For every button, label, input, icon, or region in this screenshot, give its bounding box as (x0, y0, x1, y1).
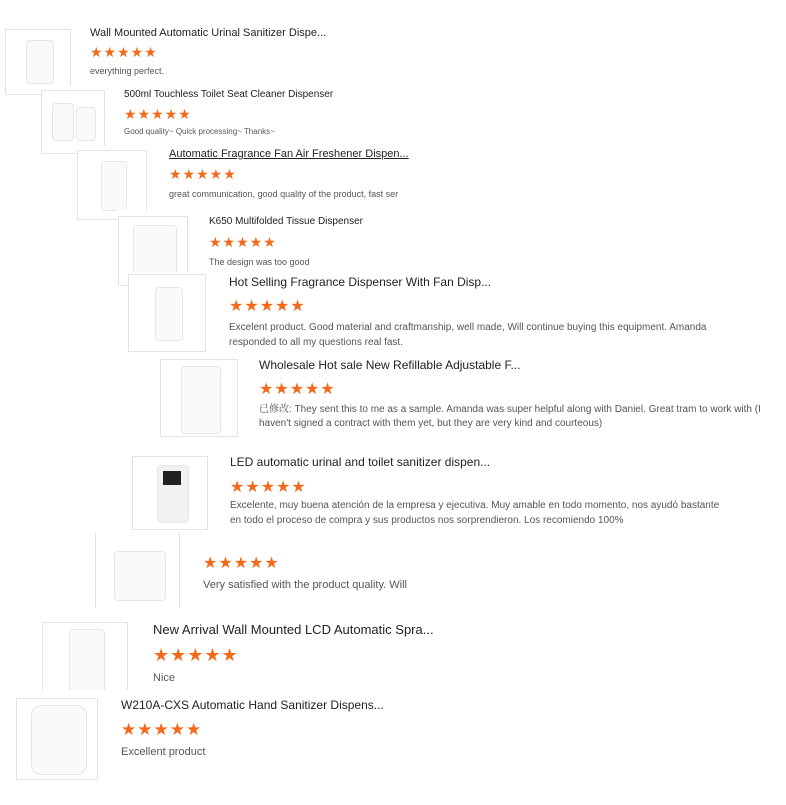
product-title[interactable]: Wall Mounted Automatic Urinal Sanitizer Dispe... (90, 27, 327, 39)
product-title[interactable]: Automatic Fragrance Fan Air Freshener Dispen... (169, 148, 409, 160)
product-title[interactable]: Hot Selling Fragrance Dispenser With Fan Disp... (229, 275, 492, 289)
review-text: great communication, good quality of the product, fast ser (169, 189, 399, 199)
review-text: Very satisfied with the product quality. Will (203, 579, 407, 591)
star-rating: ★★★★★ (169, 166, 237, 182)
product-thumbnail[interactable] (16, 698, 98, 780)
product-title[interactable]: New Arrival Wall Mounted LCD Automatic Spra... (153, 622, 434, 637)
dispenser-image (101, 161, 127, 211)
review-card (16, 690, 436, 780)
star-rating: ★★★★★ (90, 44, 158, 60)
review-card (95, 533, 430, 608)
review-card (128, 272, 748, 354)
review-card (5, 25, 335, 95)
star-rating: ★★★★★ (259, 381, 336, 398)
product-title[interactable]: Wholesale Hot sale New Refillable Adjustable F... (259, 358, 521, 372)
star-rating: ★★★★★ (121, 720, 203, 739)
dispenser-image (114, 551, 166, 601)
dispenser-image (155, 287, 183, 341)
review-text: Good quality~ Quick processing~ Thanks~ (124, 127, 275, 136)
product-title[interactable]: W210A-CXS Automatic Hand Sanitizer Dispens... (121, 698, 384, 712)
dispenser-image (69, 629, 105, 697)
review-text: 已修改: They sent this to me as a sample. Amanda was super helpful along with Daniel. Great tram to work with (I haven't signed a contract with them yet, but they are very kind and courteous) (259, 404, 761, 429)
dispenser-image (181, 366, 221, 434)
product-thumbnail[interactable] (95, 533, 180, 608)
review-text: The design was too good (209, 257, 310, 267)
review-card (42, 614, 462, 700)
product-thumbnail[interactable] (41, 90, 105, 154)
product-title[interactable]: K650 Multifolded Tissue Dispenser (209, 216, 363, 227)
review-text: everything perfect. (90, 66, 165, 76)
product-title[interactable]: LED automatic urinal and toilet sanitizer dispen... (230, 455, 491, 469)
star-rating: ★★★★★ (229, 298, 306, 315)
product-thumbnail[interactable] (160, 359, 238, 437)
product-thumbnail[interactable] (132, 456, 208, 530)
review-text: Nice (153, 672, 176, 684)
product-title[interactable]: 500ml Touchless Toilet Seat Cleaner Dispenser (124, 89, 334, 100)
review-card (158, 355, 778, 440)
review-text: Excelent product. Good material and craftmanship, well made, Will continue buying this equipment. Amanda responded to all my questions real fast. (229, 322, 707, 348)
dispenser-image (31, 705, 87, 775)
star-rating: ★★★★★ (124, 106, 192, 122)
star-rating: ★★★★★ (209, 234, 277, 250)
dispenser-image (52, 103, 74, 141)
dispenser-image (26, 40, 54, 84)
review-text: Excellent product (121, 746, 206, 758)
star-rating: ★★★★★ (203, 555, 280, 572)
star-rating: ★★★★★ (153, 645, 239, 665)
product-thumbnail[interactable] (42, 622, 128, 700)
product-thumbnail[interactable] (128, 274, 206, 352)
dispenser-image (76, 107, 96, 141)
star-rating: ★★★★★ (230, 479, 307, 496)
review-card (132, 450, 732, 535)
led-display (163, 471, 181, 485)
review-text: Excelente, muy buena atención de la empresa y ejecutiva. Muy amable en todo momento, nos ayudó bastante en todo el proceso de compra y sus productos nos sorprendieron. Los recomiendo 100% (230, 500, 720, 526)
